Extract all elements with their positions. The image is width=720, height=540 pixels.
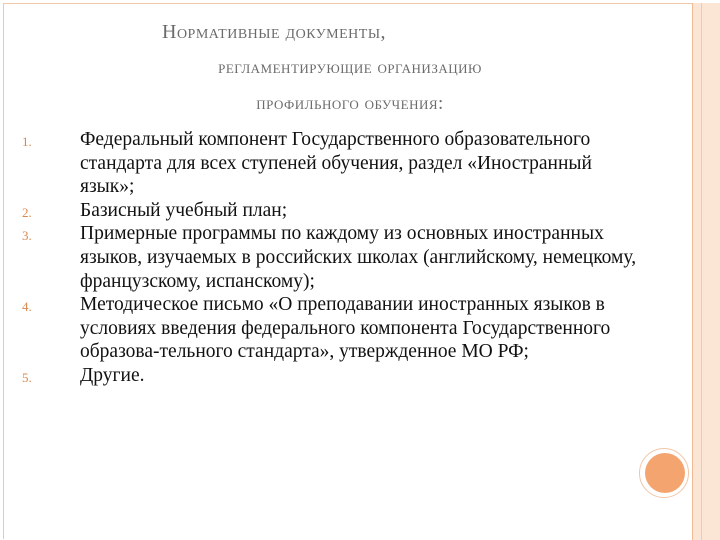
slide-title: [70, 14, 630, 122]
list-item-text: Примерные программы по каждому из основных иностранных языков, изучаемых в российских школах (английскому, немецкому, французскому, испанскому);: [80, 223, 637, 292]
list-item-text: Методическое письмо «О преподавании иностранных языков в условиях введения федерального компонента Государственного образова-тельного стандарта», утвержденное МО РФ;: [80, 294, 611, 363]
list-item: [22, 222, 642, 293]
documents-list: [22, 128, 642, 388]
list-number: 1.: [22, 134, 32, 149]
list-item-text: Другие.: [80, 364, 145, 386]
title-line-1: Нормативные документы,: [162, 21, 387, 43]
list-item-text: Федеральный компонент Государственного образовательного стандарта для всех ступеней обучения, раздел «Иностранный язык»;: [80, 129, 592, 198]
list-number: 2.: [22, 204, 32, 220]
title-line-3: профильного обучения:: [256, 93, 444, 114]
list-item-text: Базисный учебный план;: [80, 199, 288, 221]
title-line-2: регламентирующие организацию: [218, 57, 482, 78]
list-number: 4.: [22, 299, 32, 315]
list-number: 3.: [22, 228, 32, 244]
list-number: 5.: [22, 369, 32, 385]
list-item: [22, 364, 642, 388]
decorative-orange-circle: [645, 453, 685, 493]
list-item: [22, 128, 642, 199]
list-item: [22, 199, 642, 223]
list-item: [22, 293, 642, 364]
decorative-side-band: [692, 3, 720, 540]
